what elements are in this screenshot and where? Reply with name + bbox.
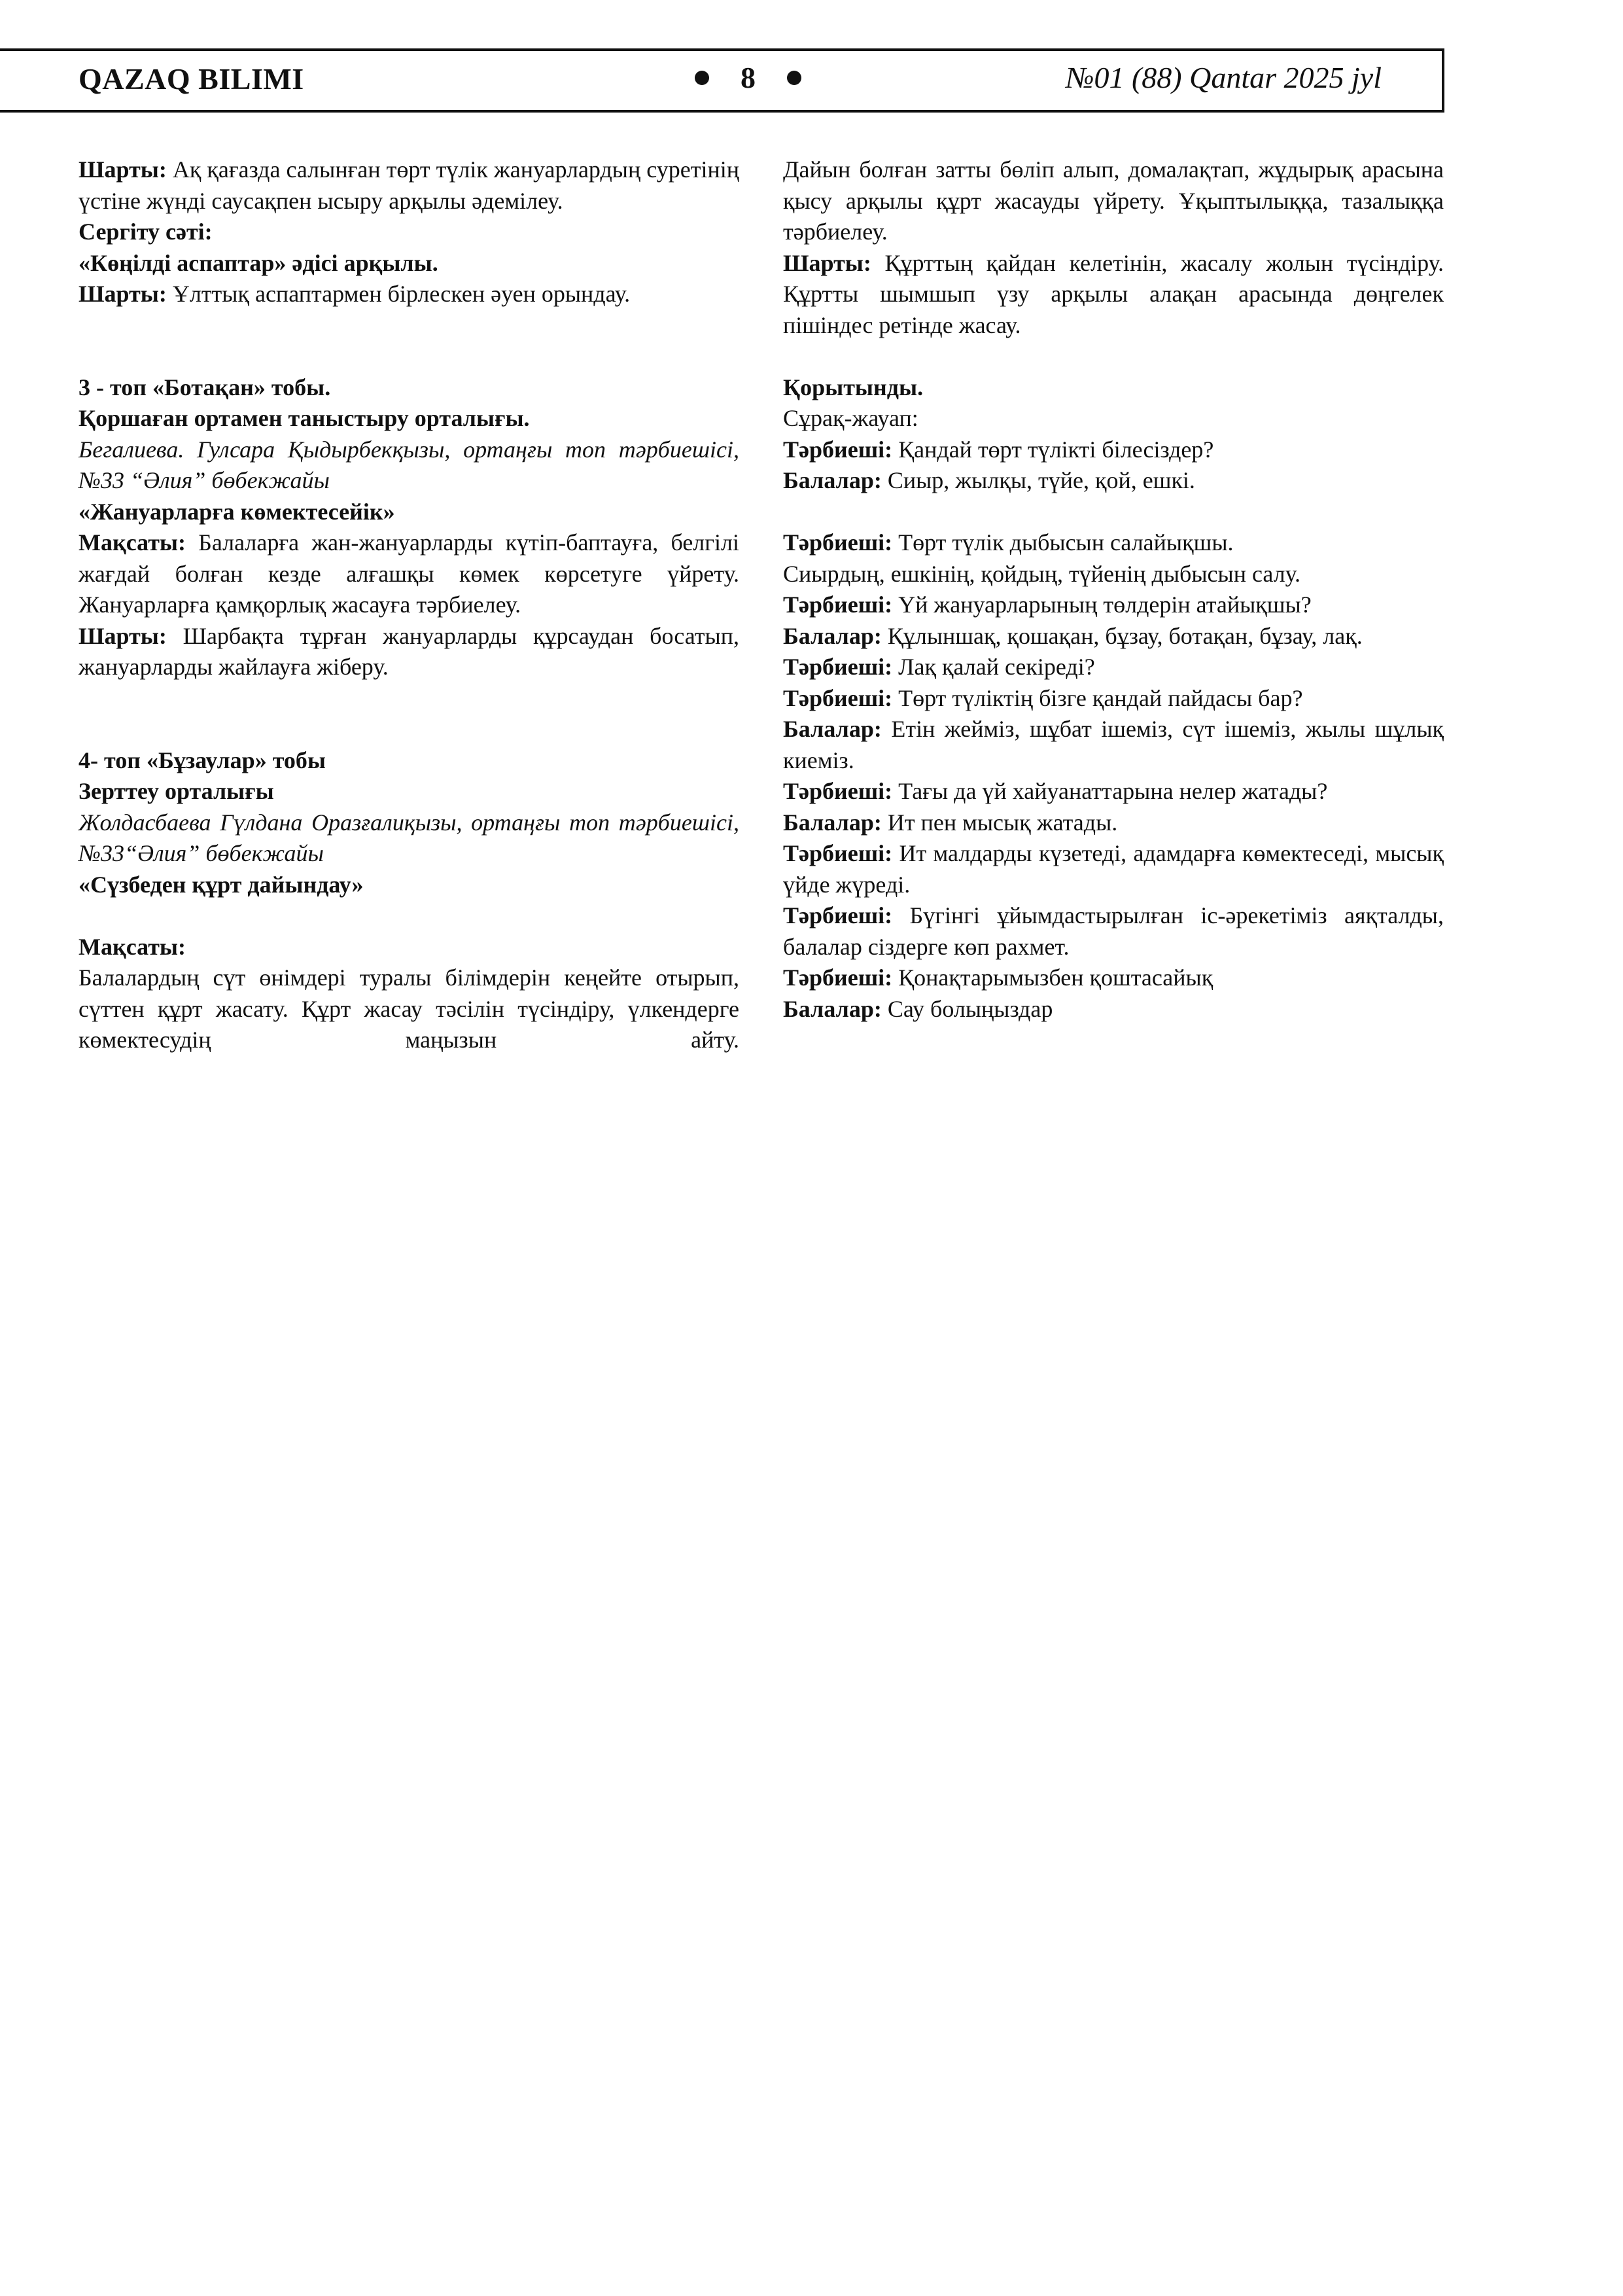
utterance: Етін жейміз, шұбат ішеміз, сүт ішеміз, жылы шұлық киеміз. xyxy=(783,716,1444,773)
condition-text: Шарбақта тұрған жануарларды құрсаудан босатып, жануарларды жайлауға жіберу. xyxy=(79,622,739,680)
dialogue-line xyxy=(783,527,1444,559)
condition-label: Шарты: xyxy=(783,249,871,276)
refresh-title: Сергіту сәті: xyxy=(79,219,213,245)
speaker: Тәрбиеші: xyxy=(783,529,893,556)
dialogue-line xyxy=(783,838,1444,900)
dialogue-line xyxy=(783,994,1444,1025)
dialogue-line xyxy=(783,963,1444,994)
spacer xyxy=(79,683,739,745)
condition-text: Ұлттық аспаптармен бірлескен әуен орындау. xyxy=(166,281,631,307)
paragraph xyxy=(79,154,739,217)
speaker: Балалар: xyxy=(783,716,882,742)
condition-text: Ақ қағазда салынған төрт түлік жануарлардың суретінің үстіне жүнді саусақпен ысыру арқылы әдемілеу. xyxy=(79,156,739,214)
utterance: Бүгінгі ұйымдастырылған іс-әрекетіміз аяқталды, балалар сіздерге көп рахмет. xyxy=(783,902,1444,960)
group-4-center: Зерттеу орталығы xyxy=(79,778,274,804)
continued-text: Дайын болған затты бөліп алып, домалақтап, жұдырық арасына қысу арқылы құрт жасауды үйрету. Ұқыптылыққа, тазалыққа тәрбиелеу. xyxy=(783,156,1444,245)
aim-text: Балалардың сүт өнімдері туралы білімдерін кеңейте отырып, сүттен құрт жасату. Құрт жасау тәсілін түсіндіру, үлкендерге көмектесудің маңызын айту. xyxy=(79,964,739,1053)
speaker: Балалар: xyxy=(783,995,882,1022)
aim-label: Мақсаты: xyxy=(79,529,186,556)
paragraph xyxy=(79,279,739,310)
utterance: Қонақтарымызбен қоштасайық xyxy=(892,964,1213,991)
bullet-dot-icon xyxy=(787,71,801,85)
dialogue-line xyxy=(783,776,1444,807)
group-4-author: Жолдасбаева Гүлдана Оразғалиқызы, ортаңғы топ тәрбиешісі, №33“Әлия” бөбекжайы xyxy=(79,809,739,866)
utterance: Сиырдың, ешкінің, қойдың, түйенің дыбысын салу. xyxy=(783,560,1301,587)
paragraph xyxy=(79,527,739,621)
spacer xyxy=(783,497,1444,528)
utterance: Сиыр, жылқы, түйе, қой, ешкі. xyxy=(881,467,1195,493)
group-3-author: Бегалиева. Гулсара Қыдырбекқызы, ортаңғы топ тәрбиешісі, №33 “Әлия” бөбекжайы xyxy=(79,436,739,493)
speaker: Тәрбиеші: xyxy=(783,778,893,804)
spacer xyxy=(79,310,739,372)
utterance: Қандай төрт түлікті білесіздер? xyxy=(892,436,1214,463)
spacer xyxy=(79,900,739,932)
dialogue-line xyxy=(783,621,1444,652)
bullet-dot-icon xyxy=(695,71,709,85)
page-header xyxy=(0,48,1444,113)
speaker: Тәрбиеші: xyxy=(783,684,893,711)
speaker: Балалар: xyxy=(783,622,882,649)
dialogue-line xyxy=(783,434,1444,466)
group-3-topic: «Жануарларға көмектесейік» xyxy=(79,498,395,525)
utterance: Құлыншақ, қошақан, бұзау, ботақан, бұзау, лақ. xyxy=(881,622,1363,649)
page-number: 8 xyxy=(741,61,756,94)
paragraph xyxy=(783,248,1444,342)
speaker: Тәрбиеші: xyxy=(783,654,893,680)
speaker: Тәрбиеші: xyxy=(783,436,893,463)
utterance: Ит малдарды күзетеді, адамдарға көмектеседі, мысық үйде жүреді. xyxy=(783,840,1444,898)
utterance: Сау болыңыздар xyxy=(881,995,1053,1022)
group-4-topic: «Сүзбеден құрт дайындау» xyxy=(79,871,364,898)
dialogue-line xyxy=(783,559,1444,590)
conclusion-title: Қорытынды. xyxy=(783,374,924,400)
utterance: Төрт түліктің бізге қандай пайдасы бар? xyxy=(892,684,1303,711)
refresh-method: «Көңілді аспаптар» әдісі арқылы. xyxy=(79,249,438,276)
dialogue-line xyxy=(783,683,1444,715)
aim-text: Балаларға жан-жануарларды күтіп-баптауға, белгілі жағдай болған кезде алғашқы көмек көрсетуге үйрету. Жануарларға қамқорлық жасауға тәрбиелеу. xyxy=(79,529,739,618)
paragraph xyxy=(79,621,739,683)
left-column xyxy=(79,154,739,1056)
journal-title: QAZAQ BILIMI xyxy=(79,62,304,96)
qa-label: Сұрақ-жауап: xyxy=(783,405,918,431)
dialogue-line xyxy=(783,465,1444,497)
speaker: Тәрбиеші: xyxy=(783,840,893,866)
condition-label: Шарты: xyxy=(79,281,167,307)
spacer xyxy=(783,341,1444,372)
utterance: Тағы да үй хайуанаттарына нелер жатады? xyxy=(892,778,1328,804)
right-column xyxy=(783,154,1444,1025)
speaker: Тәрбиеші: xyxy=(783,964,893,991)
aim-label: Мақсаты: xyxy=(79,933,186,960)
dialogue-line xyxy=(783,900,1444,963)
condition-text: Құрттың қайдан келетінін, жасалу жолын түсіндіру. Құртты шымшып үзу арқылы алақан арасында дөңгелек пішіндес ретінде жасау. xyxy=(783,249,1444,338)
dialogue-line xyxy=(783,714,1444,776)
condition-label: Шарты: xyxy=(79,622,167,649)
group-3-center: Қоршаған ортамен таныстыру орталығы. xyxy=(79,405,530,431)
utterance: Төрт түлік дыбысын салайықшы. xyxy=(892,529,1234,556)
dialogue-line xyxy=(783,590,1444,621)
issue-info: №01 (88) Qantar 2025 jyl xyxy=(1066,61,1382,94)
speaker: Тәрбиеші: xyxy=(783,592,893,618)
speaker: Балалар: xyxy=(783,809,882,836)
utterance: Ит пен мысық жатады. xyxy=(881,809,1118,836)
condition-label: Шарты: xyxy=(79,156,167,183)
group-4-title: 4- топ «Бұзаулар» тобы xyxy=(79,747,326,773)
group-3-title: 3 - топ «Ботақан» тобы. xyxy=(79,374,331,400)
speaker: Балалар: xyxy=(783,467,882,493)
utterance: Үй жануарларының төлдерін атайықшы? xyxy=(892,592,1312,618)
dialogue-line xyxy=(783,807,1444,839)
utterance: Лақ қалай секіреді? xyxy=(892,654,1095,680)
page-number-block xyxy=(695,60,801,95)
speaker: Тәрбиеші: xyxy=(783,902,893,928)
dialogue-line xyxy=(783,652,1444,683)
